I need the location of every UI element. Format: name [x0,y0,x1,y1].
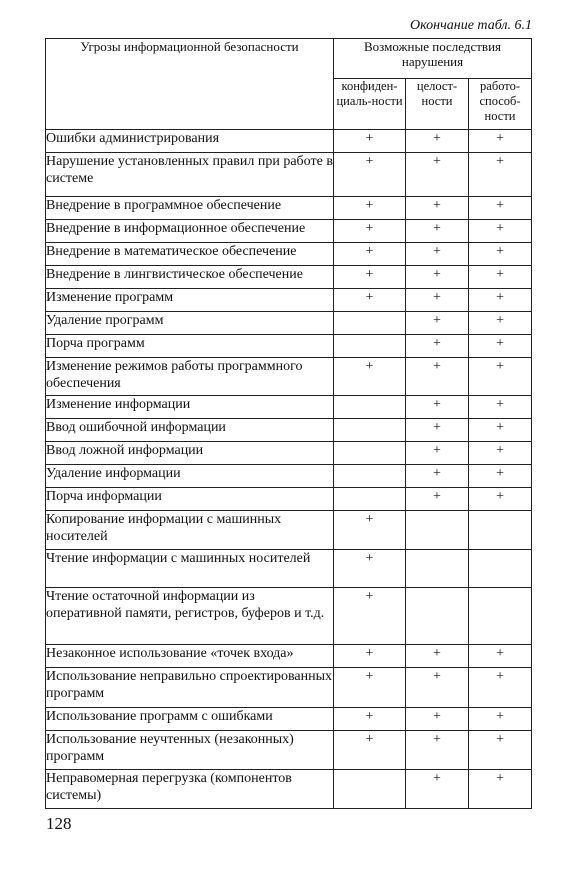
integrity-mark: + [406,770,469,809]
integrity-mark: + [406,419,469,442]
header-consequences: Возможные последствия нарушения [334,39,532,79]
table-row [46,488,532,511]
availability-mark: + [469,243,532,266]
integrity-mark: + [406,153,469,197]
availability-mark: + [469,668,532,708]
integrity-mark: + [406,130,469,153]
availability-mark: + [469,312,532,335]
availability-mark: + [469,770,532,809]
threat-name: Порча программ [46,335,334,358]
integrity-mark: + [406,289,469,312]
integrity-mark [406,550,469,588]
availability-mark [469,588,532,645]
availability-mark: + [469,419,532,442]
integrity-mark: + [406,465,469,488]
table-row [46,243,532,266]
threat-name: Удаление информации [46,465,334,488]
availability-mark: + [469,266,532,289]
integrity-mark: + [406,220,469,243]
confidentiality-mark: + [334,645,406,668]
availability-mark: + [469,708,532,731]
table-row [46,335,532,358]
availability-mark: + [469,130,532,153]
availability-mark: + [469,289,532,312]
confidentiality-mark [334,488,406,511]
confidentiality-mark [334,312,406,335]
availability-mark: + [469,442,532,465]
integrity-mark: + [406,708,469,731]
threat-name: Ввод ложной информации [46,442,334,465]
availability-mark: + [469,153,532,197]
availability-mark [469,511,532,550]
integrity-mark: + [406,197,469,220]
confidentiality-mark [334,419,406,442]
threat-name: Чтение остаточной информации из оперативной памяти, регистров, буферов и т.д. [46,588,334,645]
threat-name: Изменение информации [46,396,334,419]
integrity-mark: + [406,312,469,335]
threat-name: Внедрение в информационное обеспечение [46,220,334,243]
availability-mark: + [469,396,532,419]
confidentiality-mark: + [334,358,406,396]
confidentiality-mark: + [334,220,406,243]
confidentiality-mark: + [334,731,406,770]
confidentiality-mark [334,442,406,465]
table-row [46,130,532,153]
confidentiality-mark: + [334,243,406,266]
threat-name: Изменение режимов работы программного обеспечения [46,358,334,396]
threat-name: Чтение информации с машинных носителей [46,550,334,588]
availability-mark: + [469,731,532,770]
table-row [46,153,532,197]
availability-mark: + [469,335,532,358]
table-body [46,130,532,809]
table-row [46,708,532,731]
table-header [46,39,532,130]
integrity-mark: + [406,266,469,289]
table-row [46,511,532,550]
table-row [46,197,532,220]
integrity-mark: + [406,442,469,465]
table-row [46,588,532,645]
table-caption: Окончание табл. 6.1 [410,18,532,33]
confidentiality-mark [334,335,406,358]
table-row [46,645,532,668]
availability-mark: + [469,465,532,488]
table-row [46,358,532,396]
integrity-mark: + [406,396,469,419]
table-row [46,266,532,289]
table-row [46,465,532,488]
integrity-mark: + [406,488,469,511]
header-threats: Угрозы информационной безопасности [46,39,334,130]
table-row [46,442,532,465]
availability-mark: + [469,488,532,511]
confidentiality-mark: + [334,511,406,550]
integrity-mark: + [406,645,469,668]
confidentiality-mark: + [334,197,406,220]
integrity-mark [406,588,469,645]
availability-mark: + [469,220,532,243]
integrity-mark: + [406,358,469,396]
integrity-mark: + [406,335,469,358]
confidentiality-mark: + [334,130,406,153]
table-row [46,731,532,770]
table-row [46,550,532,588]
threat-name: Использование неправильно спроектированных программ [46,668,334,708]
confidentiality-mark [334,770,406,809]
header-availability: работо-способ-ности [469,79,532,130]
confidentiality-mark [334,396,406,419]
confidentiality-mark [334,465,406,488]
table-row [46,220,532,243]
availability-mark [469,550,532,588]
confidentiality-mark: + [334,588,406,645]
table-row [46,396,532,419]
confidentiality-mark: + [334,266,406,289]
page-number: 128 [46,814,72,833]
integrity-mark: + [406,668,469,708]
availability-mark: + [469,645,532,668]
confidentiality-mark: + [334,668,406,708]
threat-name: Удаление программ [46,312,334,335]
threat-name: Порча информации [46,488,334,511]
table-row [46,312,532,335]
threat-name: Внедрение в лингвистическое обеспечение [46,266,334,289]
availability-mark: + [469,358,532,396]
table-row [46,419,532,442]
header-integrity: целост-ности [406,79,469,130]
integrity-mark: + [406,731,469,770]
header-confidentiality: конфиден-циаль-ности [334,79,406,130]
availability-mark: + [469,197,532,220]
table-row [46,668,532,708]
integrity-mark [406,511,469,550]
threat-name: Ввод ошибочной информации [46,419,334,442]
table-row [46,289,532,312]
threat-name: Нарушение установленных правил при работе в системе [46,153,334,197]
threat-name: Внедрение в математическое обеспечение [46,243,334,266]
threat-name: Изменение программ [46,289,334,312]
confidentiality-mark: + [334,550,406,588]
integrity-mark: + [406,243,469,266]
threat-name: Ошибки администрирования [46,130,334,153]
threat-name: Внедрение в программное обеспечение [46,197,334,220]
threat-name: Незаконное использование «точек входа» [46,645,334,668]
threat-name: Использование неучтенных (незаконных) программ [46,731,334,770]
confidentiality-mark: + [334,708,406,731]
threat-name: Копирование информации с машинных носителей [46,511,334,550]
threat-name: Использование программ с ошибками [46,708,334,731]
confidentiality-mark: + [334,153,406,197]
threats-table [45,38,532,809]
confidentiality-mark: + [334,289,406,312]
threat-name: Неправомерная перегрузка (компонентов системы) [46,770,334,809]
table-row [46,770,532,809]
